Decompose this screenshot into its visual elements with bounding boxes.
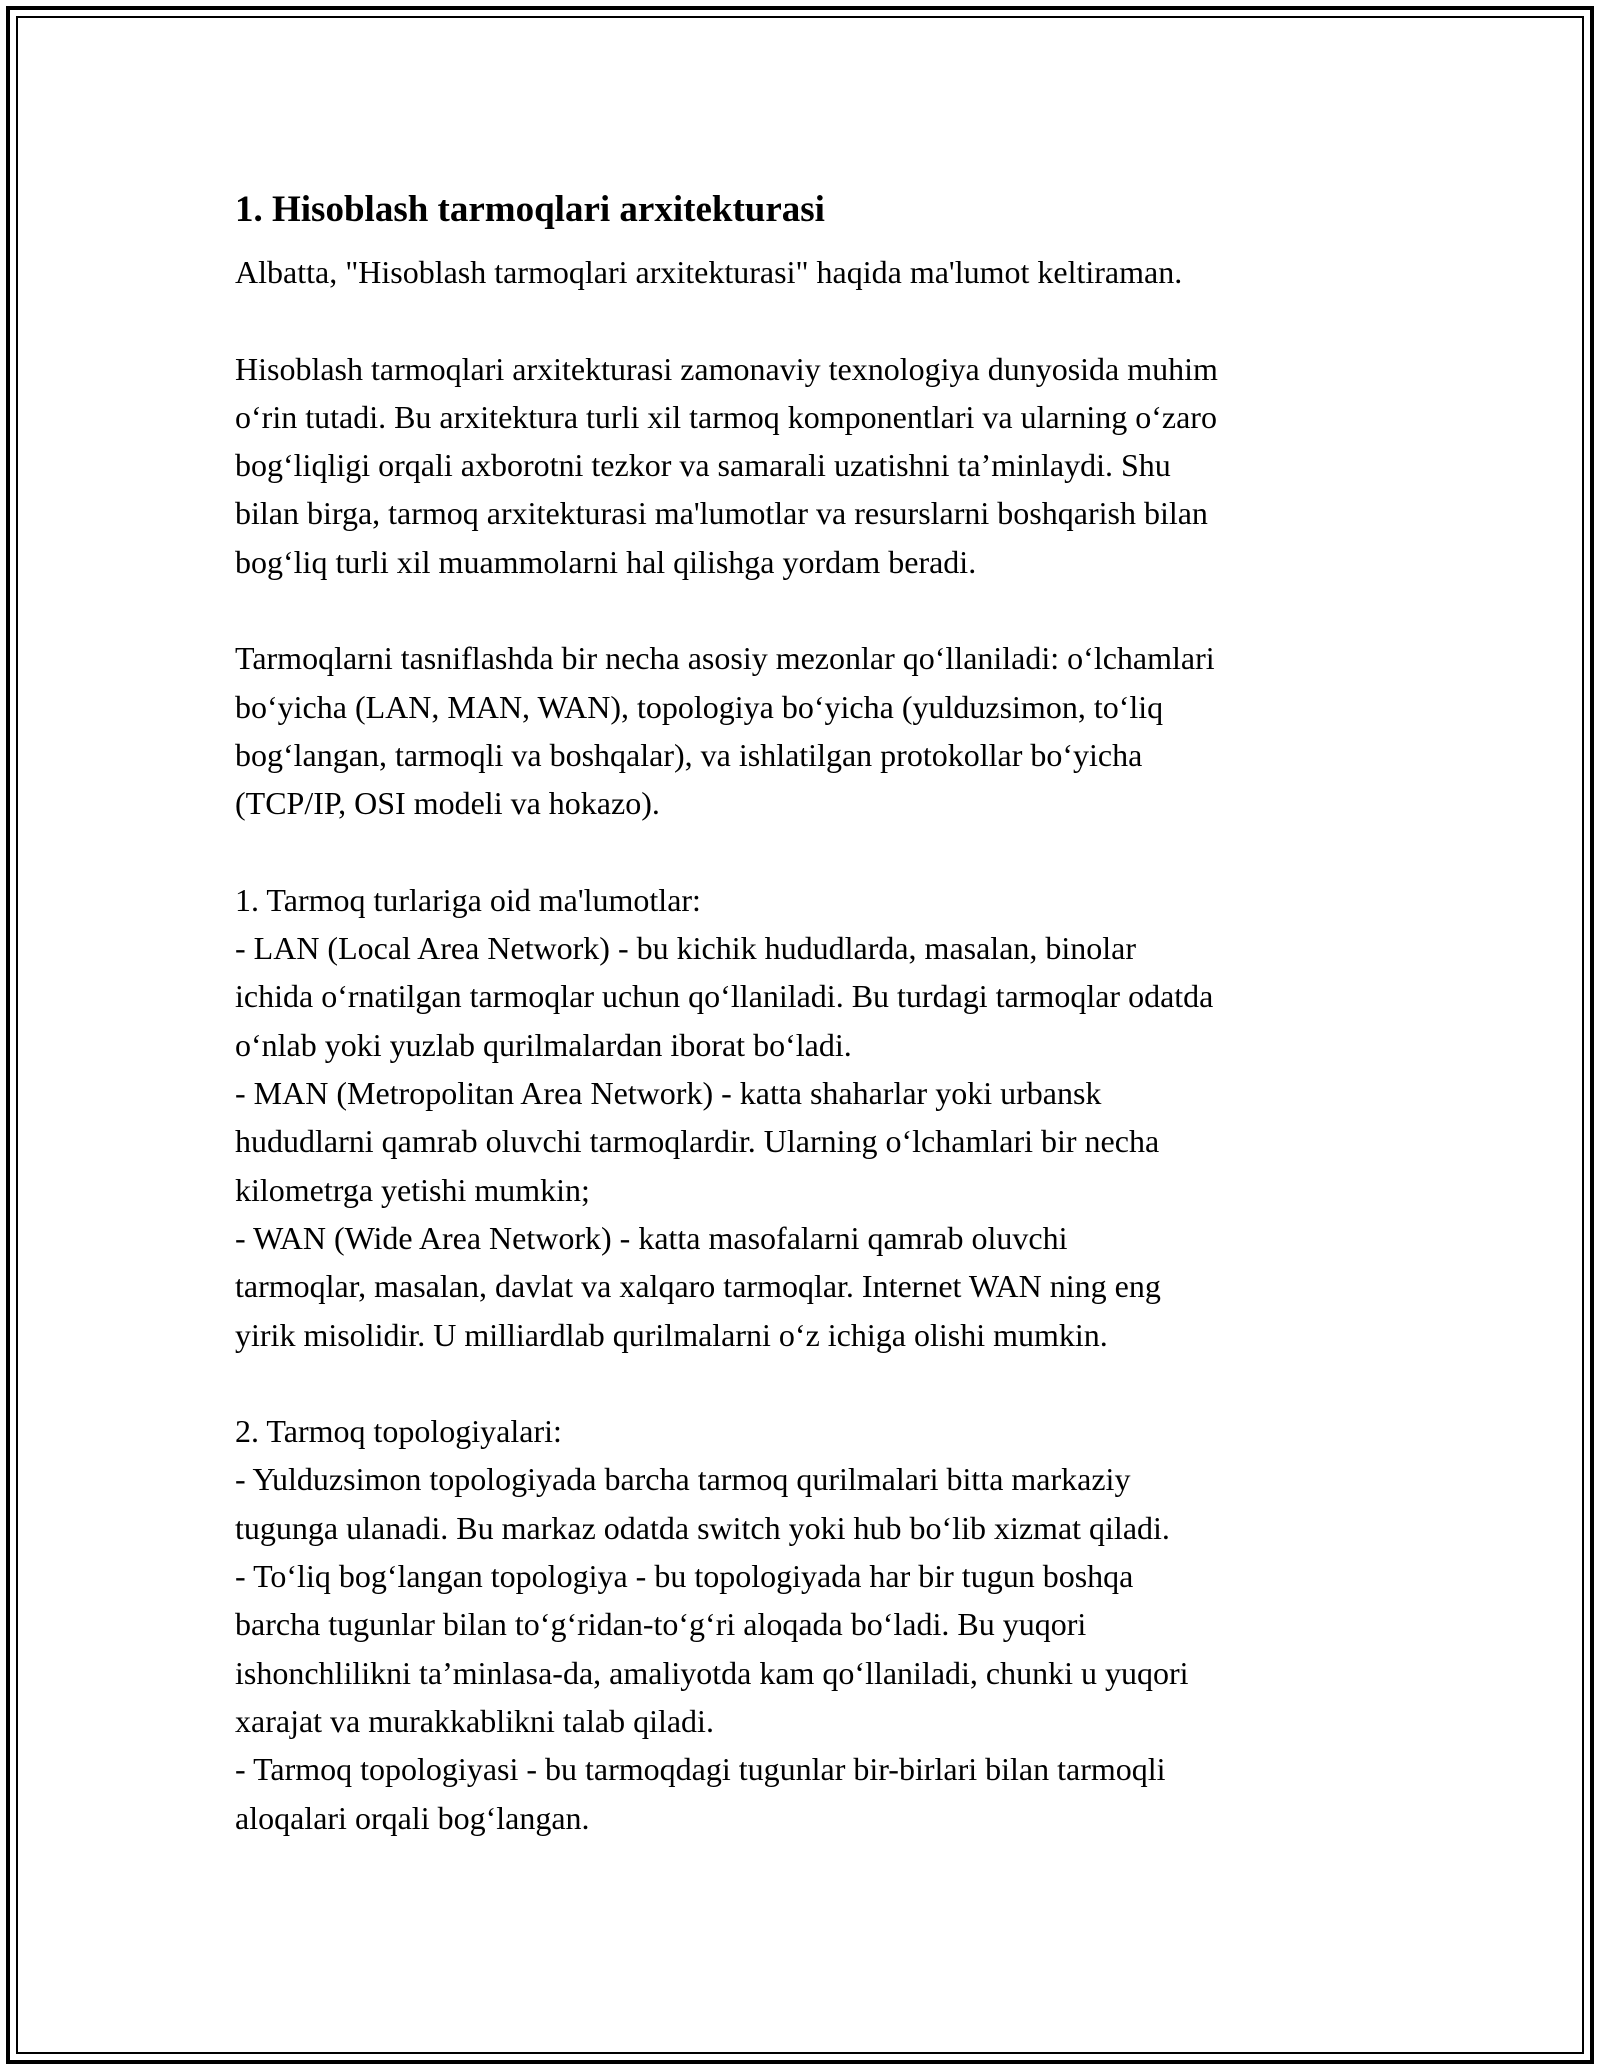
classification-paragraph: Tarmoqlarni tasniflashda bir necha asosiy mezonlar qo‘llaniladi: o‘lchamlari bo‘yicha (LAN, MAN, WAN), topologiya bo‘yicha (yulduzsimon, to‘liq bog‘langan, tarmoqli va boshqalar), va ishlatilgan protokollar bo‘yicha (TCP/IP, OSI modeli va hokazo). bbox=[235, 640, 1215, 822]
document-body bbox=[235, 186, 1370, 1842]
network-types-section: 1. Tarmoq turlariga oid ma'lumotlar: - LAN (Local Area Network) - bu kichik hududlarda, masalan, binolar ichida o‘rnatilgan tarmoqlar uchun qo‘llaniladi. Bu turdagi tarmoqlar odatda o‘nlab yoki yuzlab qurilmalardan iborat bo‘ladi. - MAN (Metropolitan Area Network) - katta shaharlar yoki urbansk hududlarni qamrab oluvchi tarmoqlardir. Ularning o‘lchamlari bir necha kilometrga yetishi mumkin; - WAN (Wide Area Network) - katta masofalarni qamrab oluvchi tarmoqlar, masalan, davlat va xalqaro tarmoqlar. Internet WAN ning eng yirik misolidir. U milliardlab qurilmalarni o‘z ichiga olishi mumkin. bbox=[235, 881, 1214, 1353]
architecture-paragraph: Hisoblash tarmoqlari arxitekturasi zamonaviy texnologiya dunyosida muhim o‘rin tutadi. Bu arxitektura turli xil tarmoq komponentlari va ularning o‘zaro bog‘liqligi orqali axborotni tezkor va samarali uzatishni ta’minlaydi. Shu bilan birga, tarmoq arxitekturasi ma'lumotlar va resurslarni boshqarish bilan bog‘liq turli xil muammolarni hal qilishga yordam beradi. bbox=[235, 350, 1218, 580]
topologies-section: 2. Tarmoq topologiyalari: - Yulduzsimon topologiyada barcha tarmoq qurilmalari bitta markaziy tugunga ulanadi. Bu markaz odatda switch yoki hub bo‘lib xizmat qiladi. - To‘liq bog‘langan topologiya - bu topologiyada har bir tugun boshqa barcha tugunlar bilan to‘g‘ridan-to‘g‘ri aloqada bo‘ladi. Bu yuqori ishonchlilikni ta’minlasa-da, amaliyotda kam qo‘llaniladi, chunki u yuqori xarajat va murakkablikni talab qiladi. - Tarmoq topologiyasi - bu tarmoqdagi tugunlar bir-birlari bilan tarmoqli aloqalari orqali bog‘langan. bbox=[235, 1413, 1189, 1836]
document-heading: 1. Hisoblash tarmoqlari arxitekturasi bbox=[235, 189, 825, 230]
intro-paragraph: Albatta, "Hisoblash tarmoqlari arxitekturasi" haqida ma'lumot keltiraman. bbox=[235, 254, 1183, 290]
